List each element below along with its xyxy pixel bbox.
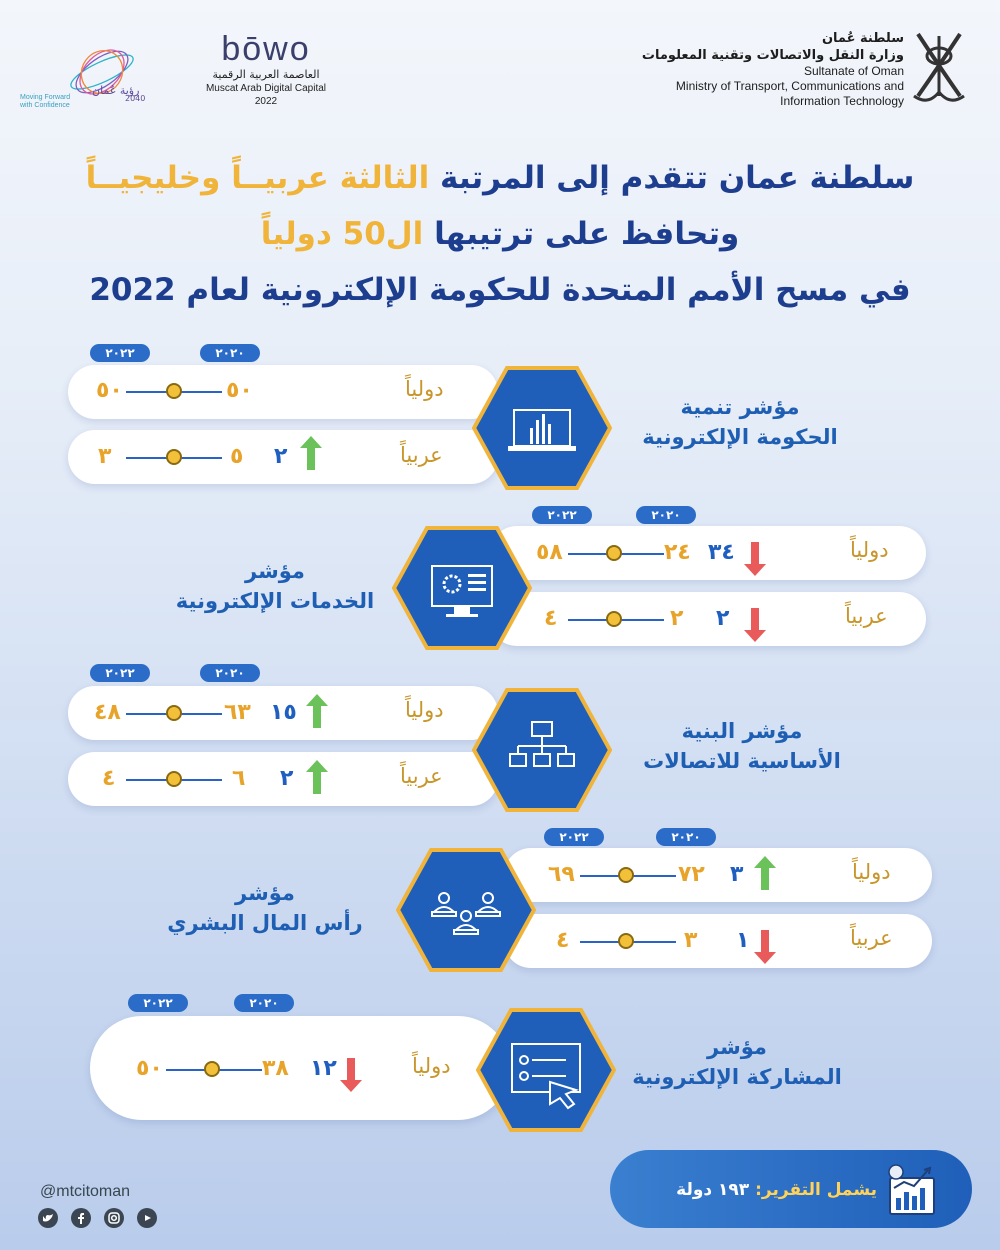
index-3-name-2: الأساسية للاتصالات	[643, 749, 841, 773]
label-intl: دولياً	[412, 1054, 451, 1078]
value-2022: ٤٨	[94, 700, 121, 725]
coin-icon	[166, 705, 182, 721]
ministry-en-2: Ministry of Transport, Communications and	[675, 79, 904, 93]
arrow-down-icon	[340, 1058, 362, 1092]
report-value: ١٩٣ دولة	[676, 1180, 750, 1200]
value-2020: ٦٣	[224, 700, 251, 725]
arrow-down-icon	[754, 930, 776, 964]
index-1-name	[620, 392, 860, 452]
index-1-name-2: الحكومة الإلكترونية	[642, 425, 838, 449]
value-2020: ٢٤	[664, 540, 691, 565]
value-2020: ٦	[232, 766, 246, 791]
digital-capital-logo	[196, 30, 336, 108]
vision-2040-logo	[20, 28, 170, 108]
coin-icon	[618, 867, 634, 883]
title-1-a: سلطنة عمان تتقدم إلى المرتبة	[440, 160, 915, 196]
twitter-icon[interactable]	[38, 1208, 58, 1228]
capital-logo-text: bōwo	[221, 30, 311, 68]
coin-icon	[618, 933, 634, 949]
change-value: ٢	[716, 606, 730, 631]
value-2022: ٥٠	[96, 378, 123, 403]
label-intl: دولياً	[405, 698, 444, 722]
index-1-name-1: مؤشر تنمية	[680, 395, 800, 419]
year-badge-2020: ٢٠٢٠	[200, 344, 260, 362]
ministry-en-3: Information Technology	[780, 94, 904, 108]
coin-icon	[606, 545, 622, 561]
capital-year: 2022	[254, 96, 278, 107]
label-arab: عربياً	[845, 604, 888, 628]
change-value: ٢	[280, 766, 294, 791]
arrow-down-icon	[744, 542, 766, 576]
year-badge-2020: ٢٠٢٠	[234, 994, 294, 1012]
index-3-name	[612, 716, 872, 776]
gov-dev-hex-icon	[472, 366, 612, 490]
change-value: ١٢	[310, 1056, 337, 1081]
value-2020: ٥٠	[226, 378, 253, 403]
arrow-up-icon	[300, 436, 322, 470]
arrow-up-icon	[306, 694, 328, 728]
index-2-name-1: مؤشر	[245, 559, 305, 583]
human-capital-hex-icon	[396, 848, 536, 972]
social-handle[interactable]: @mtcitoman	[40, 1183, 131, 1200]
vision-year: 2040	[125, 94, 146, 103]
index-5-name-1: مؤشر	[707, 1035, 767, 1059]
change-value: ٣٤	[708, 540, 735, 565]
coin-icon	[166, 771, 182, 787]
label-arab: عربياً	[400, 764, 443, 788]
coin-icon	[166, 383, 182, 399]
year-badge-2020: ٢٠٢٠	[636, 506, 696, 524]
index-5-name	[612, 1032, 862, 1092]
value-2022: ٣	[98, 444, 112, 469]
change-value: ١	[736, 928, 750, 953]
title-line-3: في مسح الأمم المتحدة للحكومة الإلكترونية لعام 2022	[89, 272, 911, 308]
title-2-a: وتحافظ على ترتيبها	[434, 216, 740, 252]
year-badge-2022: ٢٠٢٢	[532, 506, 592, 524]
ministry-ar-1: سلطنة عُمان	[821, 31, 904, 46]
index-2-name-2: الخدمات الإلكترونية	[175, 589, 375, 613]
value-2022: ٦٩	[548, 862, 575, 887]
ministry-en-1: Sultanate of Oman	[803, 64, 904, 78]
vision-en: Moving Forward with Confidence	[20, 94, 71, 109]
telecom-infra-hex-icon	[472, 688, 612, 812]
arrow-up-icon	[306, 760, 328, 794]
eparticipation-hex-icon	[476, 1008, 616, 1132]
ministry-ar-2: وزارة النقل والاتصالات وتقنية المعلومات	[641, 48, 904, 63]
change-value: ٢	[274, 444, 288, 469]
label-intl: دولياً	[852, 860, 891, 884]
value-2022: ٥٠	[136, 1056, 163, 1081]
label-intl: دولياً	[850, 538, 889, 562]
year-badge-2022: ٢٠٢٢	[128, 994, 188, 1012]
capital-ar: العاصمة العربية الرقمية	[212, 68, 320, 81]
arrow-up-icon	[754, 856, 776, 890]
coin-icon	[166, 449, 182, 465]
title-1-gold: الثالثة عربيــاً وخليجيــاً	[85, 160, 430, 196]
value-2020: ٣٨	[262, 1056, 289, 1081]
year-badge-2022: ٢٠٢٢	[90, 664, 150, 682]
label-arab: عربياً	[400, 443, 443, 467]
oman-emblem-icon	[908, 26, 970, 106]
coin-icon	[204, 1061, 220, 1077]
title-2-gold: ال50 دولياً	[260, 216, 424, 252]
index-5-name-2: المشاركة الإلكترونية	[632, 1065, 842, 1089]
year-badge-2022: ٢٠٢٢	[544, 828, 604, 846]
social-icons	[38, 1208, 165, 1232]
vision-ar: رؤية عُمان	[92, 84, 140, 97]
value-2022: ٤	[544, 606, 558, 631]
index-3-name-1: مؤشر البنية	[681, 719, 803, 743]
page-title	[40, 150, 960, 318]
ministry-name	[642, 30, 904, 109]
report-text	[676, 1180, 877, 1200]
report-banner	[610, 1150, 972, 1228]
value-2022: ٤	[556, 928, 570, 953]
value-2022: ٤	[102, 766, 116, 791]
youtube-icon[interactable]	[137, 1208, 157, 1228]
label-intl: دولياً	[405, 377, 444, 401]
index-4-name-2: رأس المال البشري	[167, 911, 363, 935]
coin-icon	[606, 611, 622, 627]
report-chart-icon	[882, 1158, 944, 1220]
report-label: يشمل التقرير:	[755, 1180, 877, 1200]
value-2020: ٥	[230, 444, 244, 469]
capital-en: Muscat Arab Digital Capital	[205, 83, 327, 94]
arrow-down-icon	[744, 608, 766, 642]
index-4-name	[140, 878, 390, 938]
year-badge-2022: ٢٠٢٢	[90, 344, 150, 362]
year-badge-2020: ٢٠٢٠	[656, 828, 716, 846]
label-arab: عربياً	[850, 926, 893, 950]
change-value: ١٥	[270, 700, 297, 725]
year-badge-2020: ٢٠٢٠	[200, 664, 260, 682]
title-line-2	[40, 206, 960, 262]
eservices-hex-icon	[392, 526, 532, 650]
value-2020: ٣	[684, 928, 698, 953]
facebook-icon[interactable]	[71, 1208, 91, 1228]
title-line-1	[40, 150, 960, 206]
index-2-name	[150, 556, 400, 616]
value-2020: ٢	[670, 606, 684, 631]
value-2020: ٧٢	[678, 862, 705, 887]
instagram-icon[interactable]	[104, 1208, 124, 1228]
index-4-name-1: مؤشر	[235, 881, 295, 905]
change-value: ٣	[730, 862, 744, 887]
value-2022: ٥٨	[536, 540, 563, 565]
